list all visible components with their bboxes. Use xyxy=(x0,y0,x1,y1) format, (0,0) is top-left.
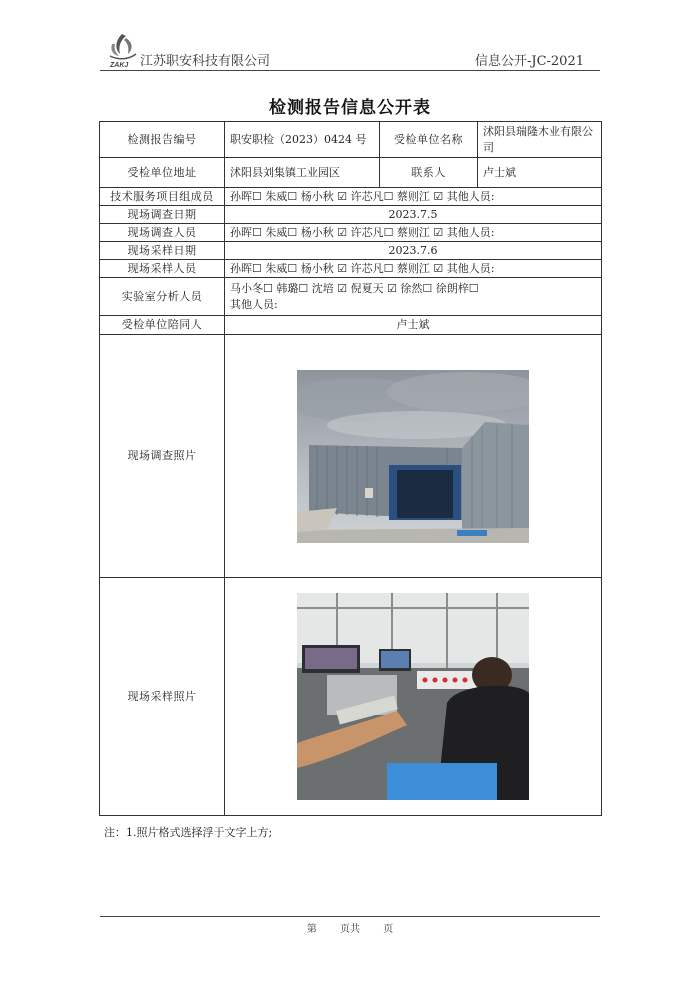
escort-label: 受检单位陪同人 xyxy=(100,316,225,335)
lab-label: 实验室分析人员 xyxy=(100,278,225,316)
report-table xyxy=(99,121,602,816)
sampling-date-value: 2023.7.6 xyxy=(225,242,602,260)
table-row xyxy=(100,188,602,206)
table-row xyxy=(100,260,602,278)
page-mid: 页共 xyxy=(340,924,360,935)
survey-staff-value: 孙晖☐ 朱威☐ 杨小秋 ☑ 许芯凡☐ 蔡则江 ☑ 其他人员: xyxy=(225,224,602,242)
team-value: 孙晖☐ 朱威☐ 杨小秋 ☑ 许芯凡☐ 蔡则江 ☑ 其他人员: xyxy=(225,188,602,206)
logo-text: ZAKJ xyxy=(110,62,129,69)
address-value: 沭阳县刘集镇工业园区 xyxy=(225,158,380,188)
lab-value xyxy=(225,278,602,316)
document-code: 信息公开-JC-2021 xyxy=(474,54,584,69)
company-name: 江苏职安科技有限公司 xyxy=(140,54,271,69)
report-no-label: 检测报告编号 xyxy=(100,122,225,158)
client-label: 受检单位名称 xyxy=(380,122,478,158)
sampling-photo-cell xyxy=(225,578,602,816)
survey-date-label: 现场调查日期 xyxy=(100,206,225,224)
table-row xyxy=(100,278,602,316)
report-no-value: 职安职检（2023）0424 号 xyxy=(225,122,380,158)
sampling-staff-value: 孙晖☐ 朱威☐ 杨小秋 ☑ 许芯凡☐ 蔡则江 ☑ 其他人员: xyxy=(225,260,602,278)
table-row xyxy=(100,224,602,242)
sampling-photo-label: 现场采样照片 xyxy=(100,578,225,816)
table-row xyxy=(100,335,602,578)
survey-photo xyxy=(297,370,529,543)
sampling-staff-label: 现场采样人员 xyxy=(100,260,225,278)
survey-date-value: 2023.7.5 xyxy=(225,206,602,224)
page-title: 检测报告信息公开表 xyxy=(269,98,431,118)
survey-photo-cell xyxy=(225,335,602,578)
table-row xyxy=(100,206,602,224)
escort-value: 卢士斌 xyxy=(225,316,602,335)
address-label: 受检单位地址 xyxy=(100,158,225,188)
page-number xyxy=(0,920,700,935)
lab-value-line1: 马小冬☐ 韩璐☐ 沈培 ☑ 倪夏天 ☑ 徐然☐ 徐朗梓☐ xyxy=(230,281,479,295)
table-row xyxy=(100,316,602,335)
team-label: 技术服务项目组成员 xyxy=(100,188,225,206)
survey-staff-label: 现场调查人员 xyxy=(100,224,225,242)
client-value: 沭阳县瑞隆木业有限公司 xyxy=(478,122,602,158)
contact-value: 卢士斌 xyxy=(478,158,602,188)
page-header xyxy=(100,28,600,72)
contact-label: 联系人 xyxy=(380,158,478,188)
company-logo-icon xyxy=(104,30,140,70)
table-row xyxy=(100,158,602,188)
footer-divider xyxy=(100,916,600,917)
header-divider xyxy=(100,70,600,71)
table-row xyxy=(100,578,602,816)
table-row xyxy=(100,122,602,158)
page-end: 页 xyxy=(383,924,394,935)
footnote: 注：1.照片格式选择浮于文字上方; xyxy=(104,826,273,839)
sampling-date-label: 现场采样日期 xyxy=(100,242,225,260)
table-row xyxy=(100,242,602,260)
survey-photo-label: 现场调查照片 xyxy=(100,335,225,578)
page-word: 第 xyxy=(306,924,317,935)
lab-value-line2: 其他人员: xyxy=(230,297,278,311)
sampling-photo xyxy=(297,593,529,800)
